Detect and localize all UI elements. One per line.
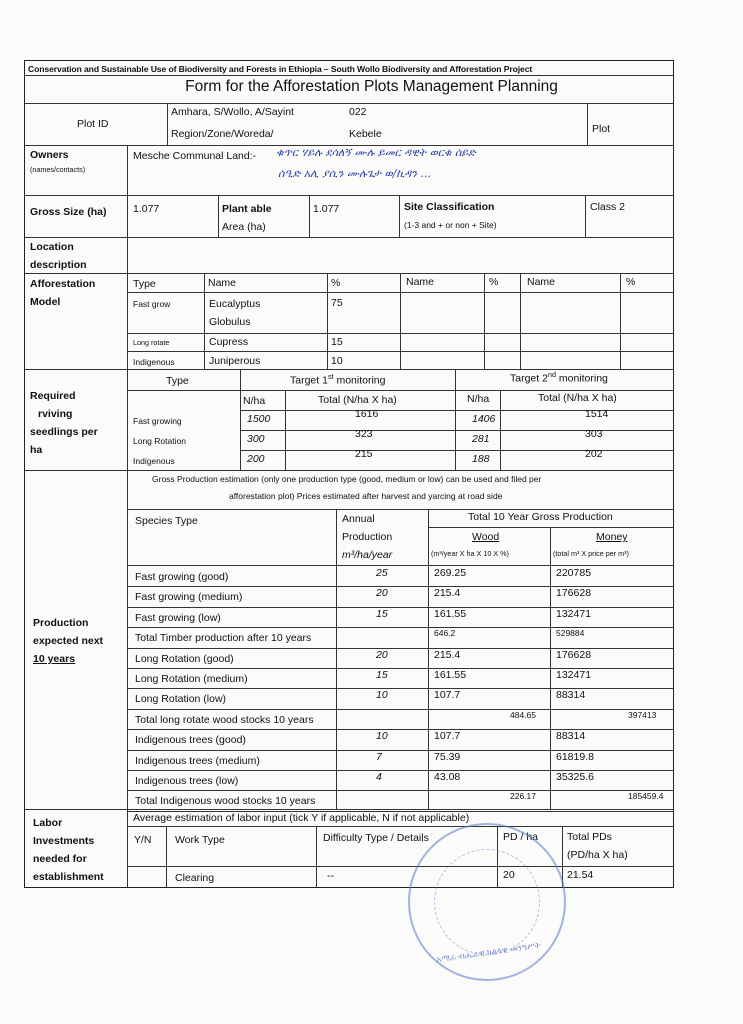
prod-row-annual: 7 <box>376 751 382 763</box>
rule <box>336 509 337 809</box>
prod-col-annual-2: Production <box>342 531 393 543</box>
project-header: Conservation and Sustainable Use of Biodiversity and Forests in Ethiopia – South Wollo Biodiversity and Afforestation Project <box>28 64 533 74</box>
aff-row-pct: 10 <box>331 355 343 367</box>
seed-row-nha-2: 1406 <box>472 413 496 425</box>
prod-row-money: 61819.8 <box>556 751 594 763</box>
rule <box>240 430 674 431</box>
prod-col-wood-sub: (m³/year X ha X 10 X %) <box>431 549 509 558</box>
aff-row-name-2: Globulus <box>209 316 251 328</box>
seed-row-nha-2: 281 <box>472 433 490 445</box>
prod-col-annual-3: m³/ha/year <box>342 549 393 561</box>
rule <box>24 75 674 76</box>
seed-row-total-2: 303 <box>585 428 603 440</box>
prod-row-wood: 161.55 <box>434 669 467 681</box>
aff-row-type: Indigenous <box>133 357 175 367</box>
prod-row-wood: 43.08 <box>434 771 461 783</box>
prod-col-species: Species Type <box>135 515 198 527</box>
prod-row-annual: 4 <box>376 771 382 783</box>
rule <box>24 369 674 370</box>
seed-row-total: 1616 <box>355 408 379 420</box>
prod-row-rule <box>127 790 674 791</box>
rule <box>585 195 586 237</box>
aff-row-type: Fast grow <box>133 299 171 309</box>
plot-label: Plot <box>592 123 611 135</box>
prod-row-money: 88314 <box>556 689 586 701</box>
aff-row-name: Juniperous <box>209 355 261 367</box>
rule <box>428 527 674 528</box>
owners-label: Owners <box>30 149 69 161</box>
aff-col-pct: % <box>331 277 341 289</box>
prod-col-wood: Wood <box>472 531 500 543</box>
rule <box>327 273 328 369</box>
prod-row-annual: 25 <box>376 567 388 579</box>
plantable-label: Plant able <box>222 203 272 215</box>
prod-row-rule <box>127 729 674 730</box>
region-value: Amhara, S/Wollo, A/Sayint <box>171 106 294 118</box>
prod-row-species: Indigenous trees (low) <box>135 775 239 787</box>
rule <box>24 237 674 238</box>
prod-row-annual: 15 <box>376 669 388 681</box>
prod-row-species: Long Rotation (low) <box>135 693 227 705</box>
site-class-sublabel: (1-3 and + or non + Site) <box>404 220 497 230</box>
rule <box>24 273 674 274</box>
labor-col-total-2: (PD/ha X ha) <box>567 849 628 861</box>
aff-col-pct-3: % <box>626 276 636 288</box>
official-stamp-inner-ring <box>434 849 540 955</box>
rule <box>127 145 128 888</box>
prod-row-wood: 646.2 <box>434 628 456 638</box>
kebele-label: Kebele <box>349 128 382 140</box>
prod-row-rule <box>127 607 674 608</box>
rule <box>218 195 219 237</box>
official-stamp <box>408 823 566 981</box>
plot-id-label: Plot ID <box>77 118 109 130</box>
seedlings-label-3: seedlings per <box>30 426 98 438</box>
seed-row-type: Long Rotation <box>133 436 186 446</box>
seed-row-nha: 200 <box>247 453 265 465</box>
rule <box>127 509 674 510</box>
prod-row-money: 397413 <box>628 710 657 720</box>
seed-col-nha: N/ha <box>243 395 266 407</box>
seed-row-total: 215 <box>355 448 373 460</box>
seedlings-label: Required <box>30 390 76 402</box>
rule <box>484 273 485 369</box>
prod-row-species: Total Timber production after 10 years <box>135 632 312 644</box>
prod-row-money: 176628 <box>556 649 592 661</box>
prod-row-wood: 107.7 <box>434 730 461 742</box>
prod-row-species: Long Rotation (good) <box>135 653 234 665</box>
rule <box>240 450 674 451</box>
labor-col-work: Work Type <box>175 834 225 846</box>
prod-row-species: Total Indigenous wood stocks 10 years <box>135 795 316 807</box>
rule <box>24 809 674 810</box>
prod-row-money: 35325.6 <box>556 771 594 783</box>
rule <box>285 390 286 470</box>
rule <box>240 370 241 470</box>
seed-row-type: Indigenous <box>133 456 175 466</box>
prod-row-wood: 75.39 <box>434 751 461 763</box>
prod-row-rule <box>127 627 674 628</box>
rule <box>167 103 168 145</box>
seed-row-total-2: 202 <box>585 448 603 460</box>
region-label: Region/Zone/Woreda/ <box>171 128 274 140</box>
labor-label-4: establishment <box>33 871 104 883</box>
seedlings-label-2: rviving <box>38 408 73 420</box>
aff-col-type: Type <box>133 278 156 290</box>
rule <box>620 273 621 369</box>
production-label-2: expected next <box>33 635 104 647</box>
prod-row-species: Total long rotate wood stocks 10 years <box>135 714 314 726</box>
prod-row-annual: 10 <box>376 689 388 701</box>
prod-row-rule <box>127 648 674 649</box>
prod-row-species: Long Rotation (medium) <box>135 673 248 685</box>
seed-row-total-2: 1514 <box>585 408 609 420</box>
rule <box>24 470 674 471</box>
site-class-value: Class 2 <box>590 201 626 213</box>
prod-row-wood: 215.4 <box>434 649 461 661</box>
prod-row-wood: 226.17 <box>510 791 536 801</box>
seed-col-total-2: Total (N/ha X ha) <box>538 392 617 404</box>
prod-row-wood: 107.7 <box>434 689 461 701</box>
seed-col-type: Type <box>166 375 189 387</box>
owners-handwritten-1: ቁጥር ሃይሉ ደሳለኝ ሙሉ ይመር ዳዊት ወርቁ ሰይድ <box>276 146 476 159</box>
stamp-text: አማራ ብሔራዊ ክልላዊ መንግሥት <box>435 939 542 965</box>
production-intro-2: afforestation plot) Prices estimated after harvest and yarcing at road side <box>229 491 503 501</box>
labor-label-2: Investments <box>33 835 95 847</box>
prod-row-money: 185459.4 <box>628 791 664 801</box>
prod-row-species: Indigenous trees (good) <box>135 734 246 746</box>
location-label-2: description <box>30 259 87 271</box>
aff-row-pct: 75 <box>331 297 343 309</box>
rule <box>316 826 317 888</box>
prod-row-rule <box>127 668 674 669</box>
prod-row-wood: 215.4 <box>434 587 461 599</box>
prod-row-money: 220785 <box>556 567 592 579</box>
labor-label: Labor <box>33 817 63 829</box>
seed-row-total: 323 <box>355 428 373 440</box>
owners-value: Mesche Communal Land:- <box>133 150 257 162</box>
seed-col-nha-2: N/ha <box>467 393 490 405</box>
plantable-sublabel: Area (ha) <box>222 221 266 233</box>
labor-col-yn: Y/N <box>134 834 152 846</box>
owners-handwritten-2: ሰዒድ አሊ ያሲን ሙሉጌታ ወ/ኪዳን ... <box>278 167 432 180</box>
prod-col-money: Money <box>596 531 628 543</box>
prod-col-money-sub: (total m³ X price per m³) <box>553 549 629 558</box>
prod-row-species: Fast growing (medium) <box>135 591 243 603</box>
prod-row-money: 176628 <box>556 587 592 599</box>
rule <box>550 527 551 809</box>
rule <box>166 826 167 888</box>
rule <box>400 273 401 369</box>
rule <box>24 195 674 196</box>
rule <box>127 866 674 867</box>
prod-row-annual: 15 <box>376 608 388 620</box>
prod-row-species: Fast growing (good) <box>135 571 229 583</box>
rule <box>428 509 429 809</box>
aff-row-pct: 15 <box>331 336 343 348</box>
rule <box>455 370 456 470</box>
production-intro: Gross Production estimation (only one production type (good, medium or low) can be used and filed per <box>152 474 542 484</box>
prod-row-rule <box>127 586 674 587</box>
aff-col-name-3: Name <box>527 276 556 288</box>
owners-sublabel: (names/contacts) <box>30 165 86 174</box>
seed-row-nha: 300 <box>247 433 265 445</box>
rule <box>587 103 588 145</box>
production-label: Production <box>33 617 89 629</box>
prod-row-annual: 20 <box>376 587 388 599</box>
seed-row-nha-2: 188 <box>472 453 490 465</box>
rule <box>240 410 674 411</box>
form-title: Form for the Afforestation Plots Management Planning <box>185 78 558 95</box>
prod-row-rule <box>127 709 674 710</box>
prod-row-rule <box>127 688 674 689</box>
prod-row-annual: 20 <box>376 649 388 661</box>
rule <box>127 390 674 391</box>
rule <box>399 195 400 237</box>
labor-label-3: needed for <box>33 853 87 865</box>
aff-row-name: Cupress <box>209 336 249 348</box>
gross-size-value: 1.077 <box>133 203 160 215</box>
plantable-value: 1.077 <box>313 203 340 215</box>
seed-row-type: Fast growing <box>133 416 182 426</box>
rule <box>204 273 205 369</box>
labor-col-pd: PD / ha <box>503 831 539 843</box>
labor-row-total: 21.54 <box>567 869 594 881</box>
aff-row-type: Long rotate <box>133 338 170 347</box>
prod-row-annual: 10 <box>376 730 388 742</box>
prod-row-money: 88314 <box>556 730 586 742</box>
prod-row-wood: 484.65 <box>510 710 536 720</box>
labor-row-work: Clearing <box>175 872 215 884</box>
prod-row-wood: 269.25 <box>434 567 467 579</box>
prod-row-money: 132471 <box>556 608 592 620</box>
seed-col-m1: Target 1st monitoring <box>290 372 386 387</box>
gross-size-label: Gross Size (ha) <box>30 206 107 218</box>
seed-col-total: Total (N/ha X ha) <box>318 394 397 406</box>
location-label: Location <box>30 241 74 253</box>
aff-col-name: Name <box>208 277 237 289</box>
rule <box>24 103 674 104</box>
rule <box>309 195 310 237</box>
labor-col-total: Total PDs <box>567 831 612 843</box>
prod-row-species: Indigenous trees (medium) <box>135 755 260 767</box>
seed-row-nha: 1500 <box>247 413 271 425</box>
prod-row-species: Fast growing (low) <box>135 612 221 624</box>
rule <box>500 390 501 470</box>
seedlings-label-4: ha <box>30 444 43 456</box>
labor-col-difficulty: Difficulty Type / Details <box>323 832 429 844</box>
rule <box>127 826 674 827</box>
prod-col-total10: Total 10 Year Gross Production <box>468 511 613 523</box>
rule <box>127 565 674 566</box>
afforestation-label-2: Model <box>30 296 61 308</box>
prod-row-money: 529884 <box>556 628 585 638</box>
kebele-value: 022 <box>349 106 367 118</box>
labor-intro: Average estimation of labor input (tick Y if applicable, N if not applicable) <box>133 812 470 824</box>
prod-row-money: 132471 <box>556 669 592 681</box>
production-label-3: 10 years <box>33 653 76 665</box>
labor-row-difficulty: -- <box>327 870 334 882</box>
rule <box>520 273 521 369</box>
prod-col-annual: Annual <box>342 513 375 525</box>
aff-col-pct-2: % <box>489 276 499 288</box>
aff-row-name: Eucalyptus <box>209 298 261 310</box>
aff-col-name-2: Name <box>406 276 435 288</box>
labor-row-pd: 20 <box>503 869 515 881</box>
afforestation-label: Afforestation <box>30 278 96 290</box>
prod-row-wood: 161.55 <box>434 608 467 620</box>
site-class-label: Site Classification <box>404 201 495 213</box>
seed-col-m2: Target 2nd monitoring <box>510 370 608 385</box>
